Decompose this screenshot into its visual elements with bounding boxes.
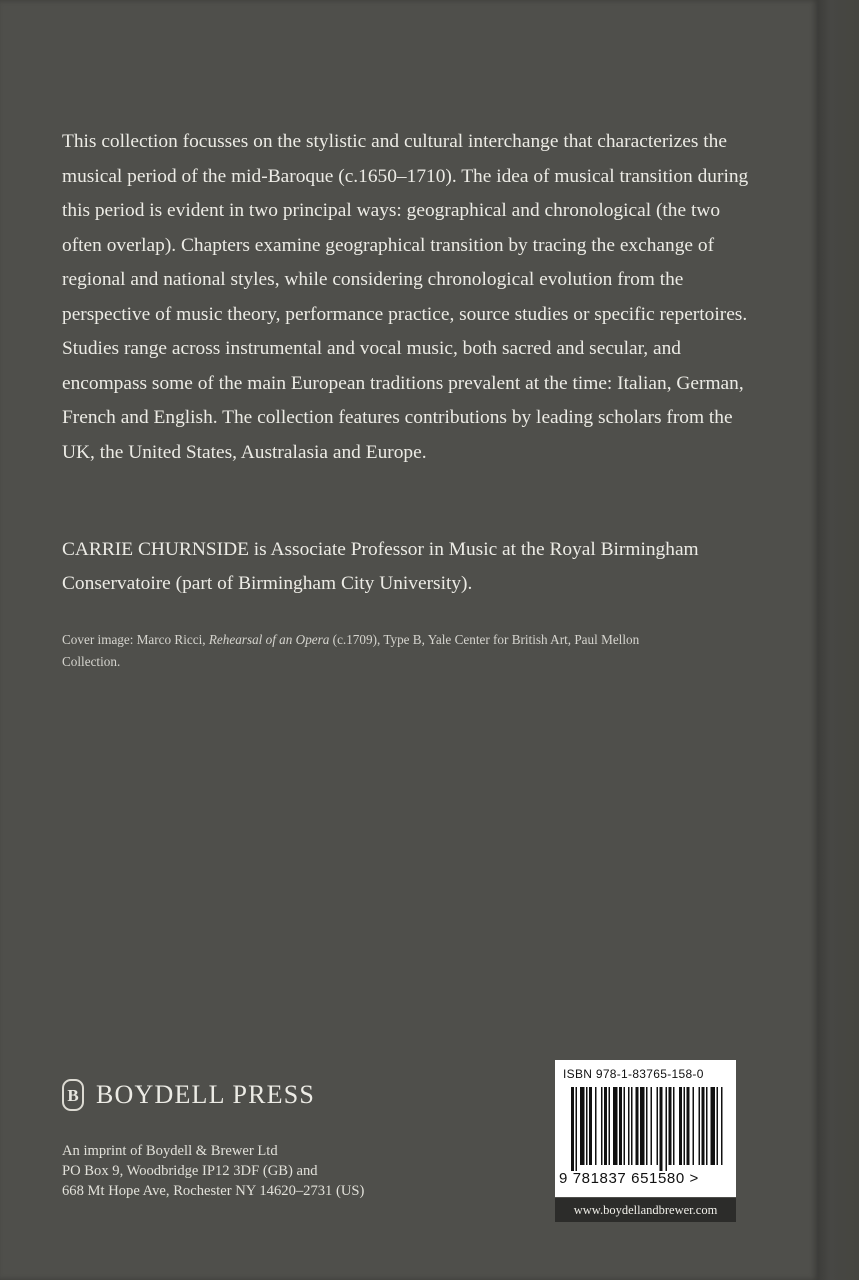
isbn-label: ISBN 978-1-83765-158-0: [563, 1067, 704, 1081]
credit-suffix: (c.1709), Type B, Yale Center for British Art, Paul Mellon Collection.: [62, 632, 640, 669]
address-line: An imprint of Boydell & Brewer Ltd: [62, 1143, 278, 1159]
ean-digits: 9 781837 651580 >: [559, 1170, 699, 1187]
book-description: This collection focusses on the stylistic and cultural interchange that characterizes the musical period of the mid-Baroque (c.1650–1710). The idea of musical transition during this period is evident in two principal ways: geographical and chronological (the two often overlap). Chapters examine geographical transition by tracing the exchange of regional and national styles, while considering chronological evolution from the perspective of music theory, performance practice, source studies or specific repertoires. Studies range across instrumental and vocal music, both sacred and secular, and encompass some of the main European traditions prevalent at the time: Italian, German, French and English. The collection features contributions by leading scholars from the UK, the United States, Australasia and Europe.: [62, 131, 749, 463]
isbn-barcode: [555, 1060, 736, 1197]
artwork-title: Rehearsal of an Opera: [208, 632, 330, 647]
publisher-website: www.boydellandbrewer.com: [555, 1198, 736, 1222]
address-line: PO Box 9, Woodbridge IP12 3DF (GB) and: [62, 1163, 318, 1179]
address-line: 668 Mt Hope Ave, Rochester NY 14620–2731 (US): [62, 1183, 365, 1199]
publisher-logo: [62, 1079, 315, 1111]
credit-prefix: Cover image: Marco Ricci,: [62, 632, 209, 647]
publisher-address: [62, 1141, 364, 1201]
author-bio-text: is Associate Professor in Music at the Royal Birmingham Conservatoire (part of Birmingham City University).: [62, 539, 699, 594]
cover-image-credit: [62, 629, 682, 673]
author-bio: [62, 533, 762, 601]
book-edge: [818, 0, 859, 1280]
author-name: CARRIE CHURNSIDE: [62, 539, 249, 560]
publisher-name: BOYDELL PRESS: [96, 1080, 316, 1109]
boydell-b-logo-icon: B: [62, 1079, 84, 1111]
